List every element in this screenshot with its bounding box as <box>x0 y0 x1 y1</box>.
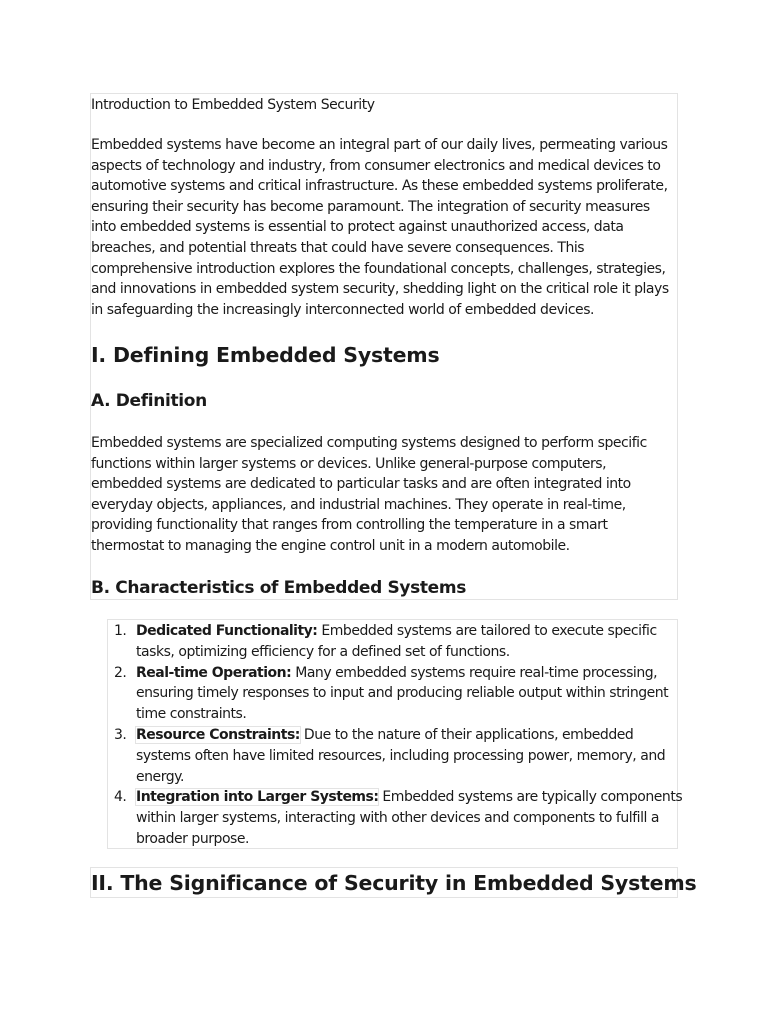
list-item-first-line <box>136 663 680 684</box>
intro-paragraph <box>91 135 681 320</box>
list-item-line: broader purpose. <box>136 830 249 847</box>
list-item-line: tasks, optimizing efficiency for a defined set of functions. <box>136 643 510 660</box>
paragraph-line: functions within larger systems or devices. Unlike general-purpose computers, <box>91 455 607 472</box>
intro-title: Introduction to Embedded System Security <box>91 97 375 113</box>
subsection-heading-definition: A. Definition <box>91 391 207 411</box>
list-item-number: 4. <box>114 789 127 806</box>
list-item-term: Real-time Operation: <box>136 664 292 681</box>
subsection-heading-characteristics: B. Characteristics of Embedded Systems <box>91 578 466 598</box>
paragraph-line: and innovations in embedded system security, shedding light on the critical role it plays <box>91 281 669 298</box>
definition-paragraph <box>91 433 681 557</box>
list-item-text: Due to the nature of their applications, embedded <box>299 726 634 743</box>
paragraph-line: comprehensive introduction explores the foundational concepts, challenges, strategies, <box>91 260 666 277</box>
list-item-line: time constraints. <box>136 706 247 723</box>
list-item-term: Dedicated Functionality: <box>136 623 318 639</box>
list-item-term: Resource Constraints: <box>136 726 300 743</box>
list-item-text: Many embedded systems require real-time processing, <box>291 664 658 681</box>
section-heading-significance: II. The Significance of Security in Embedded Systems <box>91 871 697 895</box>
list-item <box>108 787 683 849</box>
paragraph-line: breaches, and potential threats that could have severe consequences. This <box>91 239 585 256</box>
list-item-text: Embedded systems are tailored to execute specific <box>317 623 657 639</box>
characteristics-list <box>108 621 683 850</box>
paragraph-line: Embedded systems have become an integral part of our daily lives, permeating various <box>91 137 668 153</box>
list-item-first-line <box>136 787 683 808</box>
paragraph-line: into embedded systems is essential to protect against unauthorized access, data <box>91 219 624 236</box>
list-item-number: 1. <box>114 623 127 639</box>
list-item <box>108 621 680 663</box>
list-item-term: Integration into Larger Systems: <box>136 789 379 806</box>
list-item-number: 2. <box>114 664 127 681</box>
paragraph-line: Embedded systems are specialized computing systems designed to perform specific <box>91 435 647 451</box>
list-item <box>108 663 680 725</box>
list-item <box>108 725 680 787</box>
list-item-first-line <box>136 725 680 746</box>
list-item-line: energy. <box>136 768 184 785</box>
paragraph-line: aspects of technology and industry, from consumer electronics and medical devices to <box>91 157 661 174</box>
list-item-line: within larger systems, interacting with other devices and components to fulfill a <box>136 810 660 827</box>
list-item-first-line <box>136 621 680 642</box>
paragraph-line: embedded systems are dedicated to particular tasks and are often integrated into <box>91 476 631 493</box>
list-item-number: 3. <box>114 726 127 743</box>
list-item-text: Embedded systems are typically components <box>378 789 683 806</box>
paragraph-line: automotive systems and critical infrastructure. As these embedded systems proliferate, <box>91 178 668 195</box>
paragraph-line: ensuring their security has become paramount. The integration of security measures <box>91 198 650 215</box>
list-item-line: ensuring timely responses to input and producing reliable output within stringent <box>136 685 669 702</box>
section-heading-defining: I. Defining Embedded Systems <box>91 343 440 367</box>
paragraph-line: providing functionality that ranges from controlling the temperature in a smart <box>91 517 608 534</box>
paragraph-line: thermostat to managing the engine control unit in a modern automobile. <box>91 537 570 554</box>
list-item-line: systems often have limited resources, including processing power, memory, and <box>136 747 666 764</box>
paragraph-line: everyday objects, appliances, and industrial machines. They operate in real-time, <box>91 496 626 513</box>
paragraph-line: in safeguarding the increasingly interconnected world of embedded devices. <box>91 301 594 318</box>
